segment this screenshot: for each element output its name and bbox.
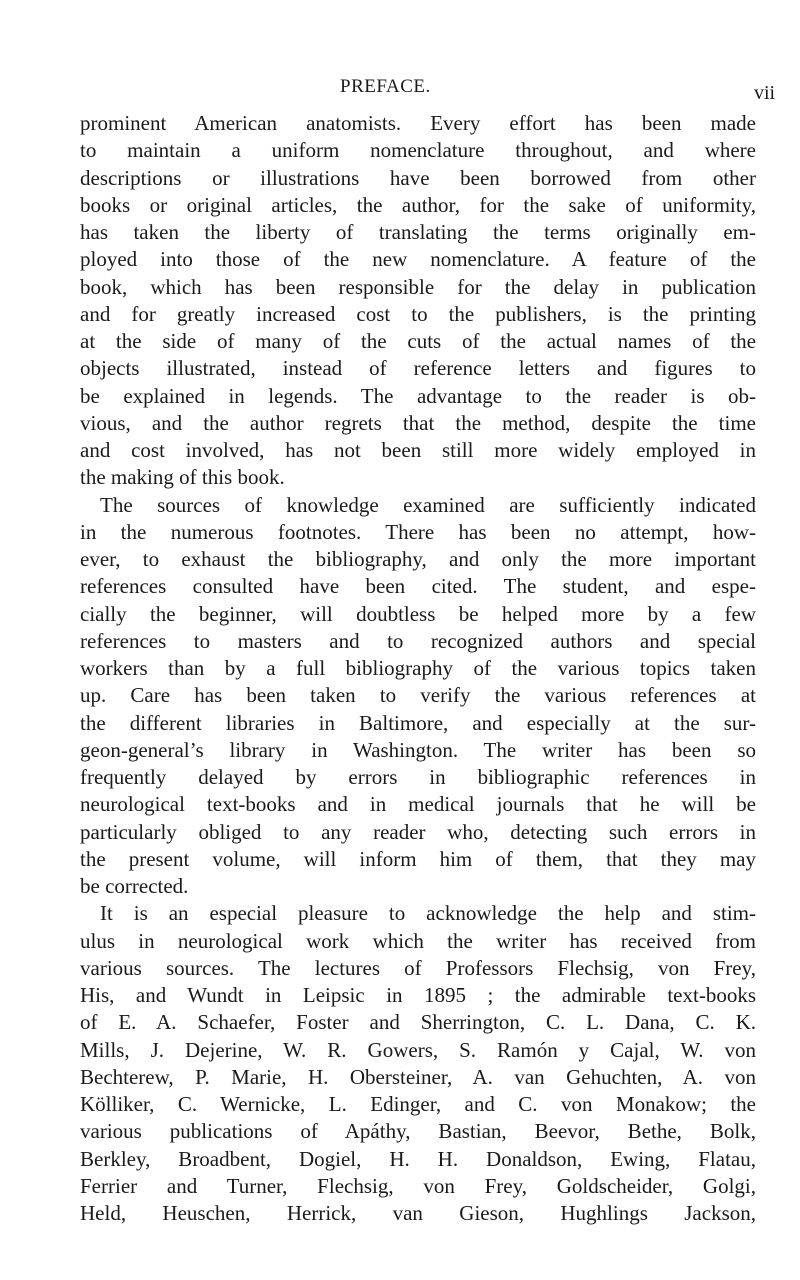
- text-line: vious, and the author regrets that the method, despite the time: [80, 410, 756, 435]
- text-line: and cost involved, has not been still more widely employed in: [80, 438, 756, 462]
- text-line: workers than by a full bibliography of the various topics taken: [80, 656, 756, 680]
- body-text: [80, 110, 756, 1227]
- text-line: Kölliker, C. Wernicke, L. Edinger, and C. von Monakow; the: [80, 1092, 756, 1116]
- text-line: frequently delayed by errors in bibliographic references in: [80, 765, 756, 789]
- text-line: Held, Heuschen, Herrick, van Gieson, Hughlings Jackson,: [80, 1201, 756, 1225]
- text-line: various publications of Apáthy, Bastian, Beevor, Bethe, Bolk,: [80, 1119, 756, 1144]
- page-header: [0, 76, 800, 106]
- text-line: the making of this book.: [80, 465, 285, 490]
- text-line: up. Care has been taken to verify the various references at: [80, 683, 756, 708]
- text-line: various sources. The lectures of Professors Flechsig, von Frey,: [80, 955, 756, 980]
- text-line: books or original articles, the author, for the sake of uniformity,: [80, 192, 756, 217]
- text-line: cially the beginner, will doubtless be helped more by a few: [80, 601, 756, 626]
- text-line: book, which has been responsible for the delay in publication: [80, 274, 756, 299]
- text-line: Mills, J. Dejerine, W. R. Gowers, S. Ramón y Cajal, W. von: [80, 1037, 756, 1062]
- text-line: at the side of many of the cuts of the actual names of the: [80, 329, 756, 353]
- text-line: geon-general’s library in Washington. The writer has been so: [80, 737, 756, 762]
- running-head: PREFACE.: [340, 76, 431, 97]
- text-line: be explained in legends. The advantage to the reader is ob-: [80, 383, 756, 408]
- text-line: in the numerous footnotes. There has been no attempt, how-: [80, 519, 756, 544]
- text-line: particularly obliged to any reader who, detecting such errors in: [80, 819, 756, 844]
- page-number: vii: [754, 82, 776, 104]
- text-line: of E. A. Schaefer, Foster and Sherrington, C. L. Dana, C. K.: [80, 1010, 756, 1035]
- text-line: objects illustrated, instead of reference letters and figures to: [80, 356, 756, 381]
- text-line: descriptions or illustrations have been borrowed from other: [80, 165, 756, 190]
- text-line: to maintain a uniform nomenclature throughout, and where: [80, 138, 756, 163]
- text-line: be corrected.: [80, 874, 189, 898]
- text-line: ulus in neurological work which the writer has received from: [80, 928, 756, 953]
- text-line: the different libraries in Baltimore, and especially at the sur-: [80, 710, 756, 735]
- text-line: neurological text-books and in medical journals that he will be: [80, 792, 756, 817]
- text-line: references to masters and to recognized authors and special: [80, 628, 756, 653]
- text-line: Ferrier and Turner, Flechsig, von Frey, Goldscheider, Golgi,: [80, 1173, 756, 1198]
- text-line: the present volume, will inform him of them, that they may: [80, 846, 756, 871]
- text-line: references consulted have been cited. The student, and espe-: [80, 574, 756, 599]
- text-line: and for greatly increased cost to the publishers, is the printing: [80, 301, 756, 326]
- text-line: prominent American anatomists. Every effort has been made: [80, 111, 756, 135]
- text-line: ever, to exhaust the bibliography, and only the more important: [80, 547, 756, 571]
- text-line: Berkley, Broadbent, Dogiel, H. H. Donaldson, Ewing, Flatau,: [80, 1146, 756, 1171]
- text-line: ployed into those of the new nomenclature. A feature of the: [80, 247, 756, 272]
- text-line: has taken the liberty of translating the terms originally em-: [80, 220, 756, 244]
- text-line: His, and Wundt in Leipsic in 1895 ; the admirable text-books: [80, 983, 756, 1007]
- text-line: Bechterew, P. Marie, H. Obersteiner, A. van Gehuchten, A. von: [80, 1064, 756, 1089]
- text-line: The sources of knowledge examined are sufficiently indicated: [100, 492, 756, 517]
- text-line: It is an especial pleasure to acknowledge the help and stim-: [100, 901, 756, 926]
